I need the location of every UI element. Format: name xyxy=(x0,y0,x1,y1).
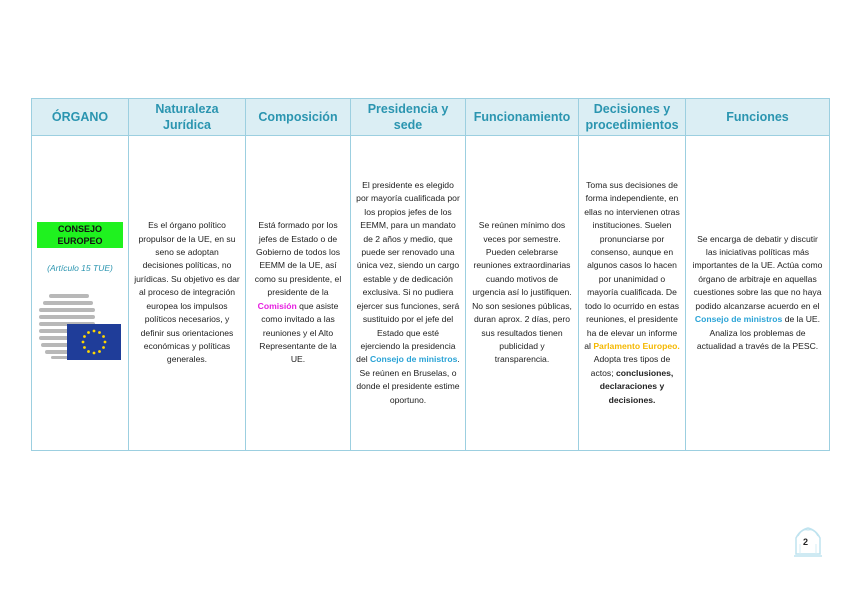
cell-funciones: Se encarga de debatir y discutir las iniciativas políticas más importantes de la UE. Actúa como órgano de arbitraje en aquellas cuestiones sobre las que no haya podido alcanzarse acuerdo en el Consejo de ministros de la UE. Analiza los problemas de actualidad a través de la PESC. xyxy=(686,136,830,451)
eu-star xyxy=(87,331,90,334)
header-row xyxy=(32,99,830,136)
cell-organo xyxy=(32,136,129,451)
cell-composicion: Está formado por los jefes de Estado o de Gobierno de todos los EEMM de la UE, así como su presidente, el presidente de la Comisión que asiste como invitado a las reuniones y el Alto Representante de la UE. xyxy=(246,136,351,451)
eu-star xyxy=(102,346,105,349)
eu-flag xyxy=(67,324,121,360)
cell-presidencia: El presidente es elegido por mayoría cualificada por los propios jefes de los EEMM, para un mandato de 2 años y medio, que puede ser renovado una única vez, siendo un cargo estable y de dedicación exclusiva. Si no pudiera ejercer sus funciones, será sustituido por el jefe del Estado que esté ejerciendo la presidencia del Consejo de ministros. Se reúnen en Bruselas, o donde el presidente estime oportuno. xyxy=(351,136,466,451)
eu-star xyxy=(98,331,101,334)
acts-list: conclusiones, declaraciones y decisiones. xyxy=(599,367,674,405)
eu-star xyxy=(104,340,107,343)
header-organo: ÓRGANO xyxy=(32,99,129,136)
eu-star xyxy=(102,335,105,338)
cell-naturaleza: Es el órgano político propulsor de la UE, en su seno se adoptan decisiones políticas, no jurídicas. Su objetivo es dar al proceso de integración europea los impulsos políticos necesarios, y definir sus orientaciones económicas y políticas generales. xyxy=(129,136,246,451)
organ-article: (Artículo 15 TUE) xyxy=(47,263,113,274)
eu-star xyxy=(93,329,96,332)
organ-name: CONSEJO EUROPEO xyxy=(37,222,123,248)
eu-star xyxy=(82,340,85,343)
header-presidencia: Presidencia y sede xyxy=(351,99,466,136)
eu-star xyxy=(87,350,90,353)
eu-star xyxy=(98,350,101,353)
highlight-consejo-ministros-2: Consejo de ministros xyxy=(694,314,783,325)
highlight-parlamento: Parlamento Europeo. xyxy=(593,340,680,351)
cell-decisiones: Toma sus decisiones de forma independiente, en ellas no intervienen otras instituciones. Suelen pronunciarse por consenso, aunque en algunos casos lo hacen por unanimidad o mayoría cualificada. De todo lo ocurrido en estas reuniones, el presidente ha de elevar un informe al Parlamento Europeo. Adopta tres tipos de actos; conclusiones, declaraciones y decisiones. xyxy=(579,136,686,451)
header-decisiones: Decisiones y procedimientos xyxy=(579,99,686,136)
european-council-logo xyxy=(39,292,121,360)
header-naturaleza: Naturaleza Jurídica xyxy=(129,99,246,136)
table-row xyxy=(32,136,830,451)
eu-star xyxy=(83,335,86,338)
cell-funcionamiento: Se reúnen mínimo dos veces por semestre. Pueden celebrarse reuniones extraordinarias cuando motivos de urgencia así lo justifiquen. No son sesiones públicas, duran aprox. 2 días, pero sus resultados tienen publicidad y transparencia. xyxy=(466,136,579,451)
page-number: 2 xyxy=(803,537,809,547)
header-composicion: Composición xyxy=(246,99,351,136)
eu-star xyxy=(83,346,86,349)
eu-star xyxy=(93,351,96,354)
header-funciones: Funciones xyxy=(686,99,830,136)
highlight-consejo-ministros: Consejo de ministros xyxy=(370,354,458,365)
organs-table xyxy=(31,98,830,451)
header-funcionamiento: Funcionamiento xyxy=(466,99,579,136)
highlight-comision: Comisión xyxy=(257,300,297,311)
